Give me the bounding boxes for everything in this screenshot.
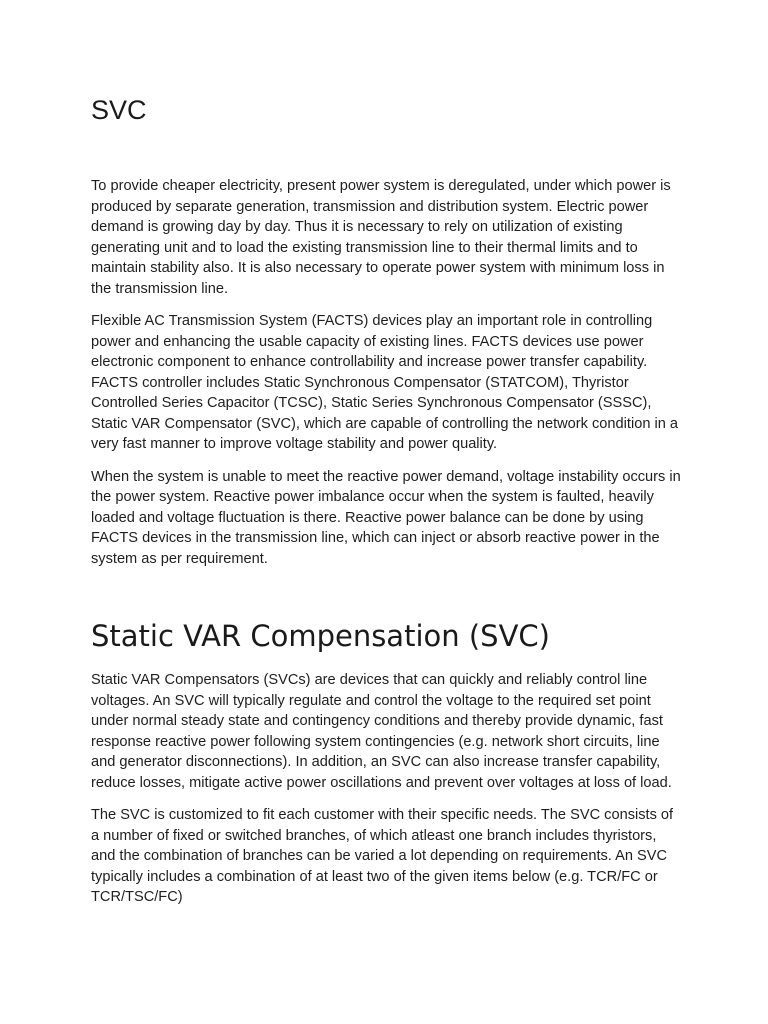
section-heading-svc: Static VAR Compensation (SVC) [91, 619, 550, 653]
intro-paragraph-3: When the system is unable to meet the reactive power demand, voltage instability occurs in the power system. Reactive power imbalance occur when the system is faulted, heavily loaded and voltage fluctuation is there. Reactive power balance can be done by using FACTS devices in the transmission line, which can inject or absorb reactive power in the system as per requirement. [91, 468, 681, 567]
intro-section [91, 176, 683, 581]
svc-paragraph-2: The SVC is customized to fit each customer with their specific needs. The SVC consists of a number of fixed or switched branches, of which atleast one branch includes thyristors, and the combination of branches can be varied a lot depending on requirements. An SVC typically includes a combination of at least two of the given items below (e.g. TCR/FC or TCR/TSC/FC) [91, 807, 674, 905]
intro-paragraph-1: To provide cheaper electricity, present power system is deregulated, under which power is produced by separate generation, transmission and distribution system. Electric power demand is growing day by day. Thus it is necessary to rely on utilization of existing generating unit and to load the existing transmission line to their thermal limits and to maintain stability also. It is also necessary to operate power system with minimum loss in the transmission line. [91, 178, 671, 297]
intro-paragraph-2: Flexible AC Transmission System (FACTS) devices play an important role in controlling power and enhancing the usable capacity of existing lines. FACTS devices use power electronic component to enhance controllability and increase power transfer capability. FACTS controller includes Static Synchronous Compensator (STATCOM), Thyristor Controlled Series Capacitor (TCSC), Static Series Synchronous Compensator (SSSC), Static VAR Compensator (SVC), which are capable of controlling the network condition in a very fast manner to improve voltage stability and power quality. [91, 313, 679, 452]
svc-paragraph-1: Static VAR Compensators (SVCs) are devices that can quickly and reliably control line voltages. An SVC will typically regulate and control the voltage to the required set point under normal steady state and contingency conditions and thereby provide dynamic, fast response reactive power following system contingencies (e.g. network short circuits, line and generator disconnections). In addition, an SVC can also increase transfer capability, reduce losses, mitigate active power oscillations and prevent over voltages at loss of load. [91, 672, 672, 791]
svc-section [91, 670, 683, 920]
document-title: SVC [91, 95, 147, 125]
